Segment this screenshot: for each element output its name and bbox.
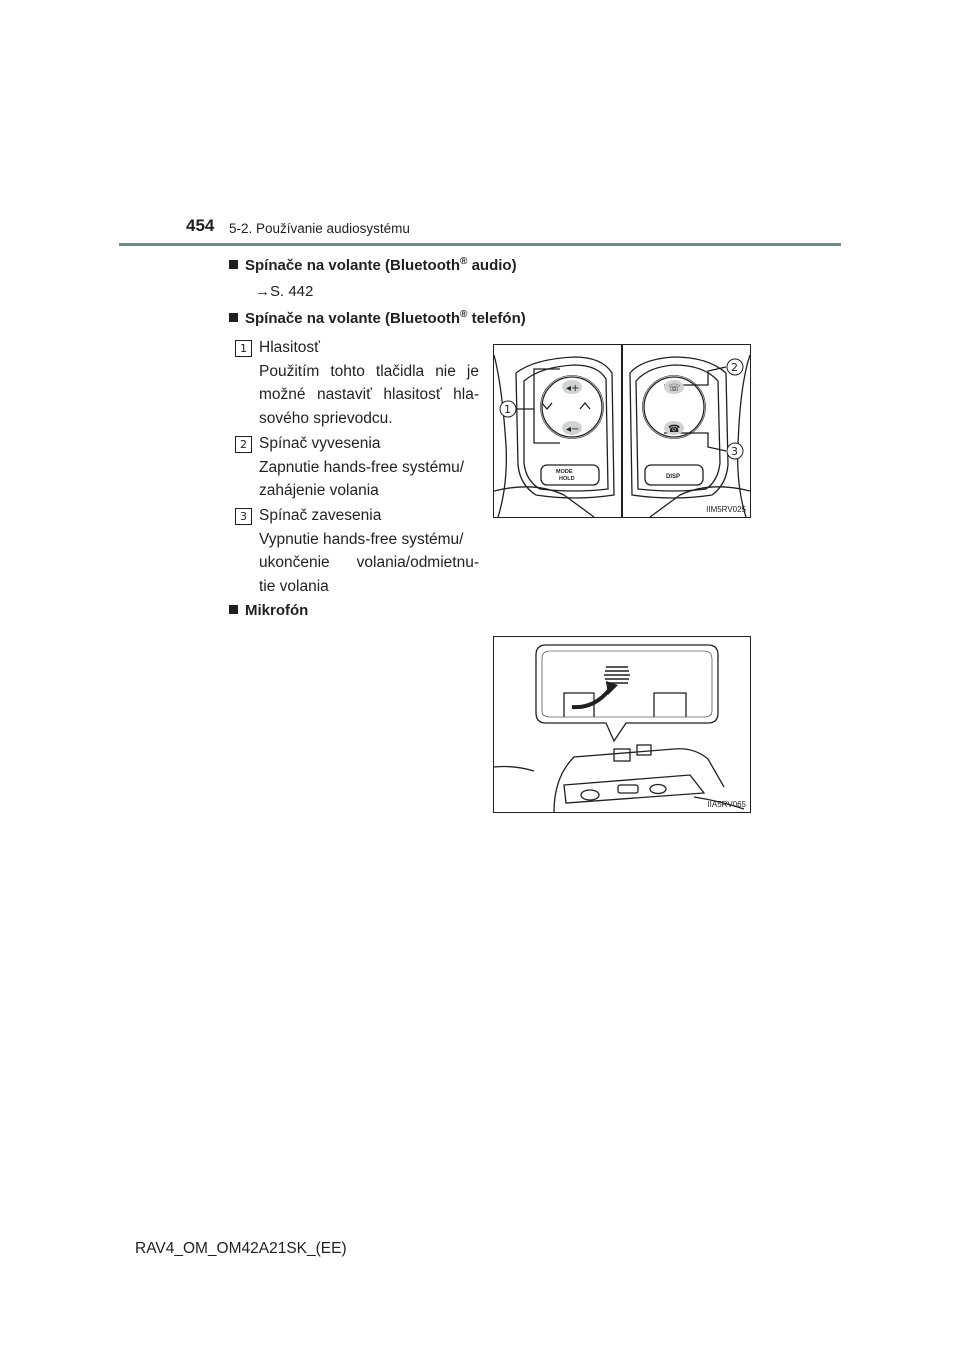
figure-code: IIM5RV025	[706, 505, 746, 514]
item-name: Hlasitosť	[259, 339, 320, 356]
list-item	[259, 504, 479, 598]
figure-code: IIA5RV065	[707, 800, 746, 809]
callout-2: 2	[731, 361, 738, 374]
svg-text:☏: ☏	[668, 383, 681, 394]
header-rule	[119, 243, 841, 246]
footer-doc-id: RAV4_OM_OM42A21SK_(EE)	[135, 1240, 347, 1257]
item-number-badge: 2	[235, 436, 252, 453]
arrow-icon: →	[255, 283, 270, 300]
figure-microphone	[493, 636, 751, 813]
disp-button-label: DISP	[666, 474, 681, 480]
heading-microphone: Mikrofón	[229, 602, 308, 619]
list-item	[259, 336, 479, 430]
item-number-badge: 1	[235, 340, 252, 357]
square-bullet-icon	[229, 605, 238, 614]
microphone-illustration	[494, 637, 750, 812]
item-desc-line: Použitím tohto tlačidla nie je	[259, 362, 479, 380]
item-desc-line: možné nastaviť hlasitosť hla-	[259, 386, 479, 403]
section-title: 5-2. Používanie audiosystému	[229, 221, 410, 236]
item-desc-line: tie volania	[259, 577, 329, 595]
list-item	[259, 432, 479, 503]
figure-steering-switches	[493, 344, 751, 518]
item-desc-line: Vypnutie hands-free systému/	[259, 530, 464, 548]
svg-text:◂+: ◂+	[566, 383, 580, 394]
item-name: Spínač vyvesenia	[259, 435, 381, 452]
mode-button-label: MODE	[556, 469, 573, 475]
item-desc-line: sového sprievodcu.	[259, 409, 393, 427]
page-reference: →S. 442	[255, 283, 314, 300]
hold-button-label: HOLD	[559, 476, 575, 482]
steering-switches-illustration	[494, 345, 750, 517]
callout-3: 3	[731, 445, 738, 458]
item-number-badge: 3	[235, 508, 252, 525]
heading-bt-phone: Spínače na volante (Bluetooth® telefón)	[229, 309, 526, 327]
callout-1: 1	[504, 403, 511, 416]
item-desc-line: zahájenie volania	[259, 482, 379, 499]
square-bullet-icon	[229, 313, 238, 322]
item-desc-line: Zapnutie hands-free systému/	[259, 458, 465, 476]
page-number: 454	[186, 216, 215, 235]
svg-text:◂−: ◂−	[566, 424, 580, 435]
heading-bt-audio: Spínače na volante (Bluetooth® audio)	[229, 256, 517, 274]
svg-text:☎: ☎	[668, 424, 681, 435]
item-desc-line: ukončenie volania/odmietnu-	[259, 554, 479, 571]
square-bullet-icon	[229, 260, 238, 269]
item-name: Spínač zavesenia	[259, 507, 382, 524]
